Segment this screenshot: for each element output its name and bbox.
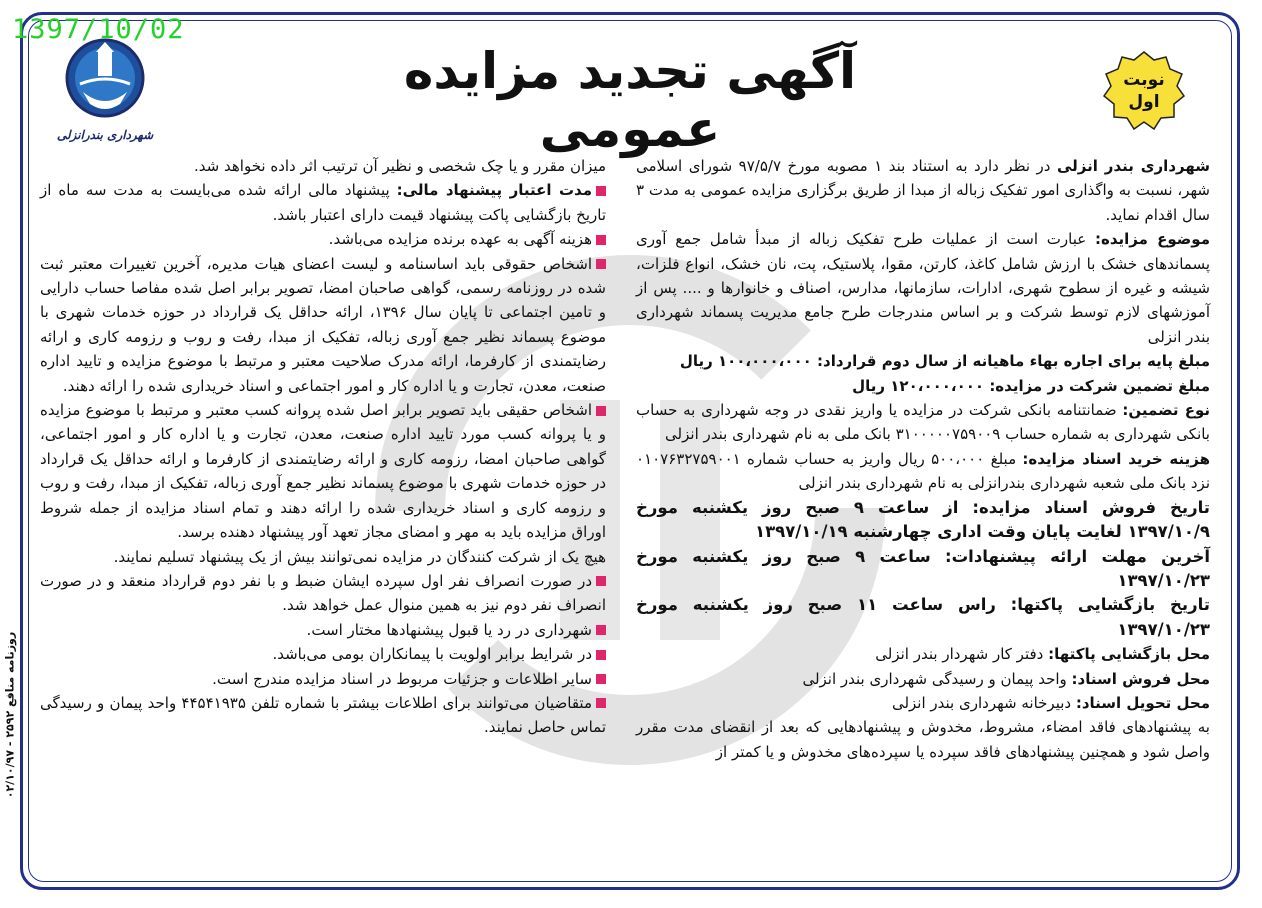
subject-paragraph: موضوع مزایده: عبارت است از عملیات طرح تفکیک زباله از مبدأ شامل جمع آوری پسماندهای خشک با ارزش شامل کاغذ، کارتن، مقوا، پلاستیک، پت، نان خشک، انواع فلزات، شیشه و غیره از سطوح شهری، ادارات، سازمانها، مدارس، اصناف و خانوارها و .... پس از آموزشهای لازم توسط شرکت و بر اساس مندرجات طرح جامع مدیریت پسماند شهرداری بندر انزلی: [636, 230, 1210, 346]
opening-date: تاریخ بازگشایی پاکتها: راس ساعت ۱۱ صبح روز یکشنبه مورخ ۱۳۹۷/۱۰/۲۳: [636, 595, 1210, 639]
bullet-square-icon: [596, 625, 606, 635]
bullet-square-icon: [596, 259, 606, 269]
list-item: مدت اعتبار پیشنهاد مالی: پیشنهاد مالی ارائه شده می‌بایست به مدت سه ماه از تاریخ بازگشایی پاکت پیشنهاد قیمت دارای اعتبار باشد.: [40, 181, 606, 224]
sale-date: تاریخ فروش اسناد مزایده: از ساعت ۹ صبح روز یکشنبه مورخ ۱۳۹۷/۱۰/۹ لغایت پایان وقت اداری چهارشنبه ۱۳۹۷/۱۰/۱۹: [636, 497, 1210, 542]
bullet-square-icon: [596, 235, 606, 245]
list-item: هیچ یک از شرکت کنندگان در مزایده نمی‌توانند بیش از یک پیشنهاد تسلیم نمایند.: [113, 547, 606, 566]
submission-deadline: آخرین مهلت ارائه پیشنهادات: ساعت ۹ صبح روز یکشنبه مورخ ۱۳۹۷/۱۰/۲۳: [636, 546, 1210, 590]
first-round-badge: [1102, 50, 1186, 132]
bullet-square-icon: [596, 406, 606, 416]
municipality-emblem-icon: [50, 36, 160, 131]
list-item: در شرایط برابر اولویت با پیمانکاران بومی می‌باشد.: [40, 642, 606, 666]
bullet-square-icon: [596, 674, 606, 684]
base-price: مبلغ پایه برای اجاره بهاء ماهیانه از سال دوم قرارداد: ۱۰۰،۰۰۰،۰۰۰ ریال: [679, 352, 1210, 371]
list-item: شهرداری در رد یا قبول پیشنهادها مختار است.: [40, 618, 606, 642]
continued-text: میزان مقرر و یا چک شخصی و نظیر آن ترتیب اثر داده نخواهد شد.: [194, 157, 606, 175]
opening-place: محل بازگشایی پاکتها: دفتر کار شهردار بندر انزلی: [875, 645, 1210, 664]
badge-line-1: نوبت: [1123, 70, 1165, 90]
list-item: اشخاص حقوقی باید اساسنامه و لیست اعضای هیات مدیره، آخرین تغییرات معتبر ثبت شده در روزنامه رسمی، گواهی صاحبان امضا، تصویر برابر اصل شده مفاصا حساب دارایی و تامین اجتماعی تا پایان سال ۱۳۹۶، ارائه حداقل یک قرارداد در حوزه خدمات شهری با موضوع پسماند نظیر جمع آوری زباله، تفکیک از مبدا، رفت و روب و رزومه کاری و ارائه رضایتمندی از کارفرما، ارائه مدرک صلاحیت معتبر و مرتبط با موضوع مزایده و تایید اداره صنعت، معدن، تجارت و یا اداره کار و امور اجتماعی و اسناد خریداری شده را ارائه دهند.: [40, 254, 606, 395]
bullet-square-icon: [596, 186, 606, 196]
list-item: هزینه آگهی به عهده برنده مزایده می‌باشد.: [40, 227, 606, 251]
document-cost: هزینه خرید اسناد مزایده: مبلغ ۵۰۰،۰۰۰ ریال واریز به حساب شماره ۰۱۰۷۶۳۲۷۵۹۰۰۱ نزد بانک ملی شعبه شهرداری بندرانزلی به نام شهرداری بندر انزلی: [636, 449, 1210, 493]
guarantee-type: نوع تضمین: ضمانتنامه بانکی شرکت در مزایده یا واریز نقدی در وجه شهرداری به حساب بانکی شهرداری به شماره حساب ۳۱۰۰۰۰۰۷۵۹۰۰۹ بانک ملی به نام شهرداری بندر انزلی: [636, 401, 1210, 444]
guarantee-amount: مبلغ تضمین شرکت در مزایده: ۱۲۰،۰۰۰،۰۰۰ ریال: [852, 376, 1210, 395]
bullet-square-icon: [596, 650, 606, 660]
right-column: [636, 154, 1210, 764]
closing-paragraph: به پیشنهادهای فاقد امضاء، مشروط، مخدوش و پیشنهادهایی که بعد از انقضای مدت مقرر واصل شود و همچنین پیشنهادهای فاقد سپرده یا سپرده‌های مخدوش و یا کمتر از: [636, 718, 1210, 761]
list-item: اشخاص حقیقی باید تصویر برابر اصل شده پروانه کسب معتبر و مرتبط با موضوع مزایده و یا پروانه کسب مورد تایید اداره صنعت، معدن، تجارت و یا اداره کار و امور اجتماعی، گواهی صاحبان امضا، رزومه کاری و ارائه رضایتمندی از کارفرما و ارائه حداقل یک قرارداد در حوزه خدمات شهری با موضوع پسماند نظیر جمع آوری زباله، تفکیک از مبدا، رفت و روب و رزومه کاری و اسناد خریداری شده را ارائه دهند و تمام اسناد مزایده از جمله شروط اوراق مزایده باید به مهر و امضای مجاز تعهد آور پیشنهاد دهنده برسد.: [40, 401, 606, 542]
page-title: آگهی تجدید مزایده عمومی: [403, 42, 857, 158]
list-item: در صورت انصراف نفر اول سپرده ایشان ضبط و با نفر دوم قرارداد منعقد و در صورت انصراف نفر دوم نیز به همین منوال عمل خواهد شد.: [40, 571, 606, 615]
date-stamp: 1397/10/02: [12, 14, 185, 45]
intro-paragraph: شهرداری بندر انزلی در نظر دارد به استناد بند ۱ مصوبه مورخ ۹۷/۵/۷ شورای اسلامی شهر، نسبت به واگذاری امور تفکیک زباله از مبدا از طریق برگزاری مزایده عمومی به مدت ۳ سال اقدام نماید.: [636, 157, 1211, 224]
side-newspaper-label: روزنامه منافع ۲۵۹۲ - ۰۲/۱۰/۹۷: [3, 631, 17, 799]
badge-line-2: اول: [1128, 92, 1160, 112]
sale-place: محل فروش اسناد: واحد پیمان و رسیدگی شهرداری بندر انزلی: [802, 669, 1210, 688]
left-column: [40, 154, 606, 740]
delivery-place: محل تحویل اسناد: دبیرخانه شهرداری بندر انزلی: [891, 693, 1210, 712]
bullet-square-icon: [596, 698, 606, 708]
list-item: سایر اطلاعات و جزئیات مربوط در اسناد مزایده مندرج است.: [40, 667, 606, 691]
bullet-square-icon: [596, 576, 606, 586]
logo-caption: شهرداری بندرانزلی: [56, 128, 154, 142]
municipality-logo: [50, 36, 160, 154]
list-item: متقاضیان می‌توانند برای اطلاعات بیشتر با شماره تلفن ۴۴۵۴۱۹۳۵ واحد پیمان و رسیدگی تماس حاصل نمایند.: [40, 693, 606, 737]
